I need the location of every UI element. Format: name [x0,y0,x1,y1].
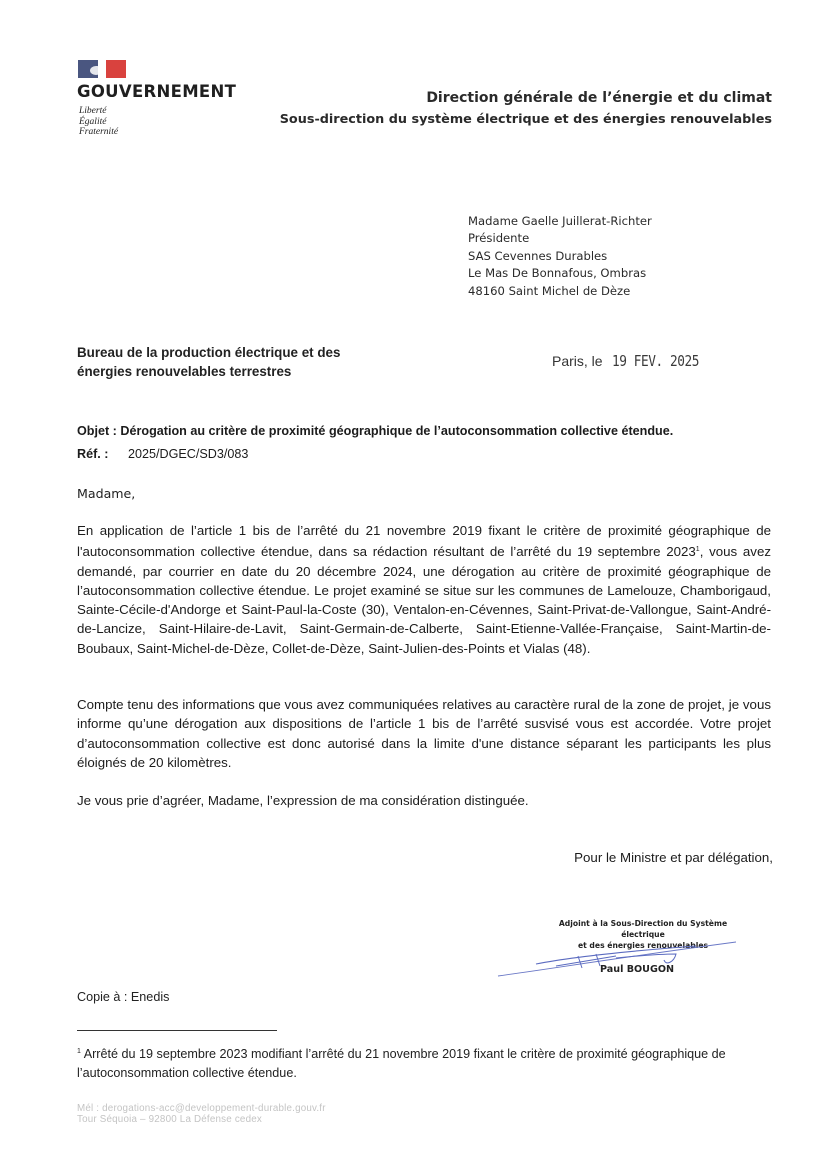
copy-recipients: Copie à : Enedis [77,990,170,1004]
delegation-line: Pour le Ministre et par délégation, [574,850,773,865]
motto-fraternite: Fraternité [79,127,119,137]
body-paragraph-1-part-b: , vous avez demandé, par courrier en date du 20 décembre 2024, une dérogation au critère de proximité géographique de l’autoconsommation collective étendue. Le projet examiné se situe sur les communes de Lamelouze, Chamborigaud, Sainte-Cécile-d'Andorge et Saint-Paul-la-Coste (30), Ventalon-en-Cévennes, Saint-Privat-de-Vallongue, Saint-André-de-Lancize, Saint-Hilaire-de-Lavit, Saint-Germain-de-Calberte, Saint-Etienne-Vallée-Française, Saint-Martin-de-Boubaux, Saint-Michel-de-Dèze, Collet-de-Dèze, Saint-Julien-des-Points et Vialas (48). [77,544,771,656]
footnote-marker: 1 [77,1048,81,1055]
sender-office [77,343,340,381]
footnote-divider [77,1030,277,1031]
marianne-profile-icon [90,66,102,75]
sender-office-line-2: énergies renouvelables terrestres [77,364,292,379]
marianne-flag-icon [78,60,126,78]
date-line [552,352,715,370]
subject-label: Objet : [77,424,117,438]
body-paragraph-1-part-a: En application de l’article 1 bis de l’arrêté du 21 novembre 2019 fixant le critère de proximité géographique de l'autoconsommation collective étendue, dans sa rédaction résultant de l’arrêté du 19 septembre 2023 [77,523,771,560]
date-prefix: Paris, le [552,353,603,369]
republic-motto [79,106,118,138]
date-stamp: 19 FEV. 2025 [612,352,700,370]
salutation: Madame, [77,486,136,501]
footer-address [77,1104,326,1125]
flag-red-band [106,60,126,78]
footnote-text: Arrêté du 19 septembre 2023 modifiant l’arrêté du 21 novembre 2019 fixant le critère de proximité géographique de l’autoconsommation collective étendue. [77,1047,726,1080]
subject-line [77,424,673,438]
motto-liberte: Liberté [79,106,107,116]
signatory-name: Paul BOUGON [600,964,675,975]
body-paragraph-1 [77,521,771,658]
subject-text: Dérogation au critère de proximité géographique de l’autoconsommation collective étendue. [120,424,674,438]
direction-title: Direction générale de l’énergie et du climat [426,90,772,106]
body-paragraph-3: Je vous prie d’agréer, Madame, l’expression de ma considération distinguée. [77,793,529,808]
recipient-role: Présidente [468,231,530,246]
signatory-title-line-2: et des énergies renouvelables [577,940,709,950]
sender-office-line-1: Bureau de la production électrique et des [77,345,341,360]
recipient-address-block [468,213,652,300]
body-paragraph-2: Compte tenu des informations que vous avez communiquées relatives au caractère rural de la zone de projet, je vous informe qu’une dérogation aux dispositions de l’article 1 bis de l’arrêté susvisé vous est accordée. Votre projet d’autoconsommation collective est donc autorisé dans la limite d'une distance séparant les participants les plus éloignés de 20 kilomètres. [77,697,771,770]
sous-direction-title: Sous-direction du système électrique et des énergies renouvelables [279,112,772,127]
motto-egalite: Égalité [79,116,107,127]
footer-email: Mél : derogations-acc@developpement-durable.gouv.fr [77,1103,326,1114]
footnote-reference: 1 [695,546,700,554]
footer-postal-address: Tour Séquoia – 92800 La Défense cedex [77,1113,262,1125]
recipient-city: 48160 Saint Michel de Dèze [468,283,631,298]
footnote [77,1042,777,1083]
reference-label: Réf. : [77,447,109,461]
signatory-title-line-1: Adjoint à la Sous-Direction du Système électrique [558,918,728,939]
recipient-company: SAS Cevennes Durables [468,248,608,263]
government-logo-title: GOUVERNEMENT [77,82,237,101]
reference-value: 2025/DGEC/SD3/083 [127,447,249,461]
reference-line [77,447,248,461]
recipient-name: Madame Gaelle Juillerat-Richter [468,214,652,228]
recipient-street: Le Mas De Bonnafous, Ombras [468,266,647,281]
